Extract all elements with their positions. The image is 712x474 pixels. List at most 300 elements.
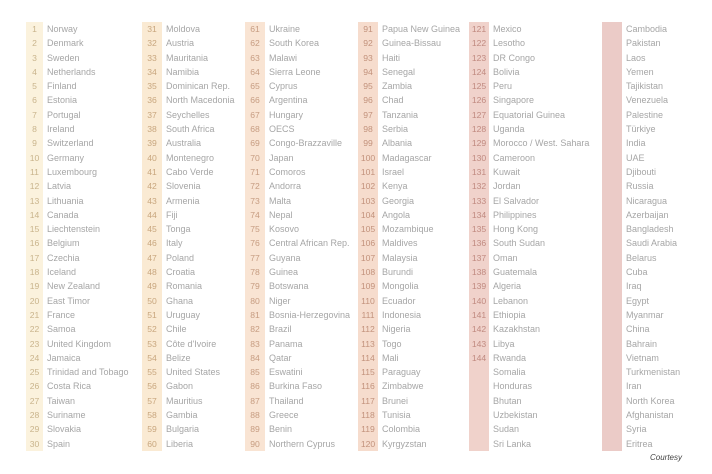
ranking-row — [358, 265, 460, 279]
ranking-row — [142, 179, 235, 193]
rank-number: 110 — [358, 294, 378, 308]
ranking-row — [142, 308, 235, 322]
ranking-row — [142, 394, 235, 408]
ranking-row — [469, 351, 589, 365]
rank-number — [602, 65, 622, 79]
rank-number: 2 — [26, 36, 43, 50]
country-name: Pakistan — [626, 38, 661, 49]
ranking-row — [142, 51, 235, 65]
ranking-row — [602, 408, 680, 422]
country-name: Benin — [269, 424, 293, 435]
rank-number — [602, 422, 622, 436]
rank-number: 134 — [469, 208, 489, 222]
ranking-row — [26, 79, 129, 93]
country-name: Cyprus — [269, 81, 298, 92]
ranking-column — [358, 22, 460, 451]
rank-number — [469, 422, 489, 436]
ranking-row — [142, 108, 235, 122]
ranking-row — [142, 408, 235, 422]
ranking-row — [469, 36, 589, 50]
country-name: Indonesia — [382, 309, 422, 320]
country-name: United States — [166, 367, 221, 378]
ranking-row — [245, 208, 350, 222]
rank-number: 122 — [469, 36, 489, 50]
ranking-row — [26, 136, 129, 150]
ranking-row — [469, 194, 589, 208]
country-name: Paraguay — [382, 367, 421, 378]
rank-number: 41 — [142, 165, 162, 179]
ranking-row — [26, 208, 129, 222]
ranking-row — [602, 294, 680, 308]
country-name: Slovenia — [166, 181, 201, 192]
rank-number: 123 — [469, 51, 489, 65]
rank-number — [602, 36, 622, 50]
country-name: Libya — [493, 338, 515, 349]
country-name: Azerbaijan — [626, 209, 669, 220]
country-name: Senegal — [382, 66, 416, 77]
rank-number: 135 — [469, 222, 489, 236]
rank-number: 27 — [26, 394, 43, 408]
country-name: Estonia — [47, 95, 78, 106]
country-name: Guinea-Bissau — [382, 38, 442, 49]
rank-number: 37 — [142, 108, 162, 122]
rank-number: 11 — [26, 165, 43, 179]
ranking-column — [26, 22, 129, 451]
country-name: Myanmar — [626, 309, 664, 320]
ranking-row — [26, 394, 129, 408]
country-name: Armenia — [166, 195, 200, 206]
ranking-row — [142, 379, 235, 393]
ranking-row — [602, 222, 680, 236]
ranking-row — [245, 422, 350, 436]
rank-number: 94 — [358, 65, 378, 79]
ranking-row — [142, 294, 235, 308]
country-name: Maldives — [382, 238, 418, 249]
ranking-row — [358, 379, 460, 393]
country-name: Tajikistan — [626, 81, 664, 92]
rank-number: 142 — [469, 322, 489, 336]
rank-number: 83 — [245, 337, 265, 351]
ranking-row — [245, 136, 350, 150]
country-name: Finland — [47, 81, 77, 92]
rank-number: 105 — [358, 222, 378, 236]
country-name: Mauritania — [166, 52, 209, 63]
rank-number: 64 — [245, 65, 265, 79]
ranking-row — [142, 251, 235, 265]
country-name: Nicaragua — [626, 195, 668, 206]
rank-number: 138 — [469, 265, 489, 279]
country-name: Saudi Arabia — [626, 238, 678, 249]
country-name: Eritrea — [626, 438, 653, 449]
country-name: Laos — [626, 52, 646, 63]
country-name: Germany — [47, 152, 85, 163]
rank-number: 1 — [26, 22, 43, 36]
ranking-row — [602, 93, 680, 107]
country-name: Oman — [493, 252, 518, 263]
ranking-row — [602, 351, 680, 365]
country-name: Cabo Verde — [166, 166, 214, 177]
ranking-row — [245, 51, 350, 65]
country-name: Kyrgyzstan — [382, 438, 427, 449]
country-name: Costa Rica — [47, 381, 92, 392]
rank-number: 57 — [142, 394, 162, 408]
rank-number: 9 — [26, 136, 43, 150]
country-name: Mauritius — [166, 395, 203, 406]
ranking-column — [469, 22, 589, 451]
rank-number — [469, 379, 489, 393]
country-name: Northern Cyprus — [269, 438, 336, 449]
ranking-row — [358, 408, 460, 422]
ranking-row — [245, 379, 350, 393]
ranking-row — [358, 236, 460, 250]
rank-number: 39 — [142, 136, 162, 150]
rank-number: 140 — [469, 294, 489, 308]
ranking-row — [469, 165, 589, 179]
country-name: Afghanistan — [626, 410, 674, 421]
country-name: Seychelles — [166, 109, 210, 120]
rank-number: 91 — [358, 22, 378, 36]
country-name: Congo-Brazzaville — [269, 138, 343, 149]
country-name: Zimbabwe — [382, 381, 424, 392]
ranking-row — [602, 308, 680, 322]
ranking-row — [469, 93, 589, 107]
country-name: Hungary — [269, 109, 304, 120]
ranking-row — [142, 236, 235, 250]
ranking-row — [26, 36, 129, 50]
ranking-row — [26, 108, 129, 122]
rank-number: 60 — [142, 437, 162, 451]
ranking-row — [358, 222, 460, 236]
ranking-row — [602, 179, 680, 193]
rank-number: 25 — [26, 365, 43, 379]
ranking-row — [602, 422, 680, 436]
country-name: Somalia — [493, 367, 526, 378]
ranking-row — [469, 222, 589, 236]
country-name: Thailand — [269, 395, 304, 406]
rank-number: 86 — [245, 379, 265, 393]
ranking-row — [469, 208, 589, 222]
country-name: Guinea — [269, 267, 299, 278]
rank-number: 44 — [142, 208, 162, 222]
rank-number: 15 — [26, 222, 43, 236]
rank-number: 20 — [26, 294, 43, 308]
rank-number: 76 — [245, 236, 265, 250]
country-name: Lithuania — [47, 195, 84, 206]
ranking-row — [245, 22, 350, 36]
ranking-row — [142, 322, 235, 336]
country-name: Haiti — [382, 52, 401, 63]
rank-number — [602, 208, 622, 222]
country-name: UAE — [626, 152, 645, 163]
rank-number: 89 — [245, 422, 265, 436]
rank-number: 30 — [26, 437, 43, 451]
ranking-row — [142, 194, 235, 208]
country-name: Hong Kong — [493, 224, 539, 235]
ranking-row — [142, 222, 235, 236]
rank-number: 100 — [358, 151, 378, 165]
ranking-row — [469, 422, 589, 436]
ranking-row — [142, 265, 235, 279]
rank-number: 8 — [26, 122, 43, 136]
ranking-row — [469, 179, 589, 193]
rank-number: 139 — [469, 279, 489, 293]
country-name: Tunisia — [382, 410, 411, 421]
rank-number: 48 — [142, 265, 162, 279]
country-name: Slovakia — [47, 424, 82, 435]
rank-number: 36 — [142, 93, 162, 107]
ranking-row — [469, 394, 589, 408]
rank-number: 88 — [245, 408, 265, 422]
rank-number: 108 — [358, 265, 378, 279]
ranking-row — [26, 422, 129, 436]
country-name: Côte d'Ivoire — [166, 338, 217, 349]
rank-number: 143 — [469, 337, 489, 351]
country-name: Sri Lanka — [493, 438, 532, 449]
country-name: Malaysia — [382, 252, 418, 263]
country-name: Latvia — [47, 181, 72, 192]
country-name: DR Congo — [493, 52, 536, 63]
rank-number: 3 — [26, 51, 43, 65]
rank-number: 49 — [142, 279, 162, 293]
country-name: Fiji — [166, 209, 178, 220]
country-name: Bulgaria — [166, 424, 200, 435]
ranking-row — [142, 22, 235, 36]
ranking-row — [245, 294, 350, 308]
rank-number: 61 — [245, 22, 265, 36]
country-name: Papua New Guinea — [382, 24, 461, 34]
ranking-row — [602, 236, 680, 250]
rank-number — [602, 408, 622, 422]
rank-number — [469, 437, 489, 451]
rank-number — [602, 22, 622, 36]
ranking-row — [142, 151, 235, 165]
rank-number: 130 — [469, 151, 489, 165]
country-name: Montenegro — [166, 152, 215, 163]
country-name: South Sudan — [493, 238, 546, 249]
country-name: Madagascar — [382, 152, 432, 163]
rank-number: 102 — [358, 179, 378, 193]
country-name: China — [626, 324, 650, 335]
country-name: France — [47, 309, 76, 320]
ranking-row — [358, 136, 460, 150]
rank-number: 32 — [142, 36, 162, 50]
ranking-row — [358, 394, 460, 408]
country-name: Türkiye — [626, 124, 656, 135]
rank-number: 34 — [142, 65, 162, 79]
ranking-row — [26, 194, 129, 208]
ranking-row — [469, 51, 589, 65]
ranking-row — [602, 251, 680, 265]
rank-number: 111 — [358, 308, 378, 322]
country-name: Mongolia — [382, 281, 419, 292]
ranking-row — [358, 351, 460, 365]
ranking-row — [358, 179, 460, 193]
ranking-row — [358, 36, 460, 50]
rank-number — [602, 179, 622, 193]
country-name: Ecuador — [382, 295, 416, 306]
ranking-row — [358, 337, 460, 351]
country-name: India — [626, 138, 646, 149]
country-name: Kuwait — [493, 166, 521, 177]
ranking-row — [245, 251, 350, 265]
rank-number — [469, 408, 489, 422]
rank-number: 119 — [358, 422, 378, 436]
country-name: Czechia — [47, 252, 80, 263]
country-name: Sierra Leone — [269, 66, 321, 77]
country-name: Lebanon — [493, 295, 529, 306]
ranking-row — [26, 165, 129, 179]
ranking-row — [26, 151, 129, 165]
country-name: Togo — [382, 338, 402, 349]
country-name: Burundi — [382, 267, 414, 278]
ranking-row — [602, 394, 680, 408]
rank-number — [602, 294, 622, 308]
country-name: Algeria — [493, 281, 522, 292]
ranking-row — [602, 136, 680, 150]
rank-number: 78 — [245, 265, 265, 279]
country-name: Ukraine — [269, 24, 301, 34]
rank-number: 62 — [245, 36, 265, 50]
ranking-row — [358, 365, 460, 379]
ranking-row — [469, 136, 589, 150]
ranking-row — [245, 279, 350, 293]
country-name: Niger — [269, 295, 291, 306]
ranking-row — [142, 365, 235, 379]
country-name: Norway — [47, 24, 78, 34]
country-name: Liechtenstein — [47, 224, 101, 235]
ranking-row — [602, 322, 680, 336]
rank-number — [602, 251, 622, 265]
country-name: Colombia — [382, 424, 421, 435]
country-name: Djibouti — [626, 166, 657, 177]
ranking-row — [469, 279, 589, 293]
rank-number: 82 — [245, 322, 265, 336]
country-name: Qatar — [269, 352, 292, 363]
ranking-row — [602, 194, 680, 208]
ranking-row — [245, 165, 350, 179]
country-name: Lesotho — [493, 38, 526, 49]
country-name: Nigeria — [382, 324, 411, 335]
country-name: Turkmenistan — [626, 367, 681, 378]
ranking-row — [602, 51, 680, 65]
rank-number: 72 — [245, 179, 265, 193]
ranking-row — [602, 279, 680, 293]
ranking-row — [602, 265, 680, 279]
country-name: Albania — [382, 138, 413, 149]
ranking-row — [469, 379, 589, 393]
rank-number: 79 — [245, 279, 265, 293]
ranking-row — [602, 437, 680, 451]
rank-number: 104 — [358, 208, 378, 222]
country-name: Poland — [166, 252, 195, 263]
rank-number: 132 — [469, 179, 489, 193]
country-name: Egypt — [626, 295, 650, 306]
ranking-row — [602, 337, 680, 351]
ranking-row — [602, 79, 680, 93]
country-name: Japan — [269, 152, 294, 163]
country-name: Bangladesh — [626, 224, 674, 235]
ranking-row — [358, 251, 460, 265]
rank-number: 26 — [26, 379, 43, 393]
rank-number: 96 — [358, 93, 378, 107]
country-name: Iran — [626, 381, 642, 392]
rank-number: 103 — [358, 194, 378, 208]
country-name: Andorra — [269, 181, 302, 192]
rank-number: 63 — [245, 51, 265, 65]
ranking-row — [245, 65, 350, 79]
country-name: Tanzania — [382, 109, 419, 120]
ranking-row — [469, 365, 589, 379]
rank-number: 19 — [26, 279, 43, 293]
ranking-row — [469, 322, 589, 336]
rank-number: 52 — [142, 322, 162, 336]
rank-number: 116 — [358, 379, 378, 393]
ranking-row — [142, 36, 235, 50]
rank-number: 43 — [142, 194, 162, 208]
rank-number: 90 — [245, 437, 265, 451]
ranking-row — [26, 351, 129, 365]
rank-number — [602, 136, 622, 150]
ranking-row — [245, 408, 350, 422]
country-name: Namibia — [166, 66, 200, 77]
rank-number: 21 — [26, 308, 43, 322]
ranking-row — [469, 408, 589, 422]
country-name: Brunei — [382, 395, 409, 406]
rank-number: 87 — [245, 394, 265, 408]
ranking-row — [26, 365, 129, 379]
ranking-row — [245, 108, 350, 122]
ranking-row — [245, 351, 350, 365]
ranking-row — [469, 79, 589, 93]
rank-number: 121 — [469, 22, 489, 36]
rank-number: 73 — [245, 194, 265, 208]
country-name: Chad — [382, 95, 404, 106]
ranking-row — [358, 51, 460, 65]
ranking-row — [602, 108, 680, 122]
country-name: Taiwan — [47, 395, 76, 406]
rank-number — [602, 437, 622, 451]
rank-number: 129 — [469, 136, 489, 150]
rank-number: 126 — [469, 93, 489, 107]
ranking-row — [26, 294, 129, 308]
rank-number: 120 — [358, 437, 378, 451]
rank-number: 23 — [26, 337, 43, 351]
country-name: South Korea — [269, 38, 320, 49]
rank-number: 50 — [142, 294, 162, 308]
rank-number: 97 — [358, 108, 378, 122]
country-name: Malta — [269, 195, 292, 206]
country-name: Austria — [166, 38, 195, 49]
ranking-row — [142, 79, 235, 93]
rank-number: 10 — [26, 151, 43, 165]
rank-number: 58 — [142, 408, 162, 422]
country-name: Cambodia — [626, 24, 668, 34]
rank-number: 56 — [142, 379, 162, 393]
rank-number: 125 — [469, 79, 489, 93]
country-name: Russia — [626, 181, 654, 192]
rank-number: 29 — [26, 422, 43, 436]
country-name: Syria — [626, 424, 647, 435]
ranking-row — [245, 194, 350, 208]
country-name: Malawi — [269, 52, 298, 63]
ranking-row — [358, 22, 460, 36]
rank-number: 47 — [142, 251, 162, 265]
rank-number: 33 — [142, 51, 162, 65]
rank-number: 69 — [245, 136, 265, 150]
ranking-row — [602, 365, 680, 379]
ranking-row — [245, 365, 350, 379]
country-name: Portugal — [47, 109, 81, 120]
